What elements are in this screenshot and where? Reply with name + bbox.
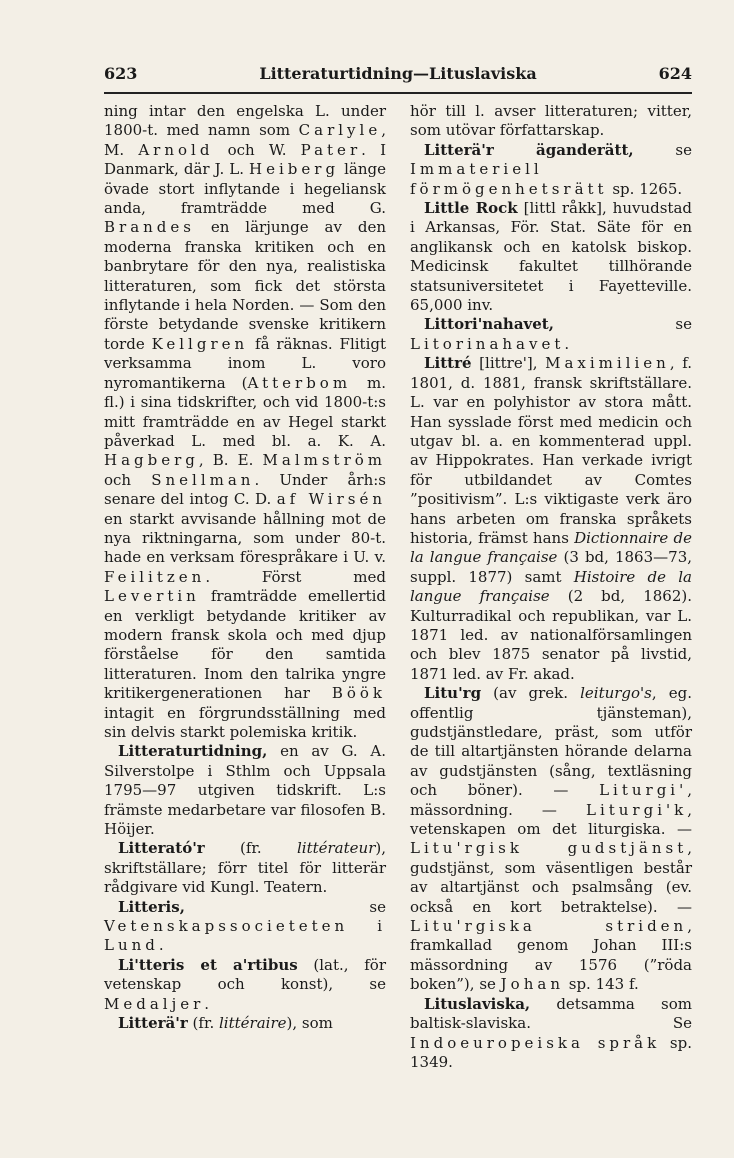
- entry-litterar-continuation: hör till l. avser litteraturen; vitter, som utövar författarskap.: [410, 102, 692, 140]
- entry-litteris-et-artibus: Li'tteris et a'rtibus (lat., för vetenskap och konst), se Medaljer.: [104, 955, 386, 1013]
- page-title: Litteraturtidning—Lituslaviska: [259, 64, 537, 83]
- page-number-right: 624: [658, 64, 692, 83]
- entry-continuation: ning intar den engelska L. under 1800-t. med namn som Carlyle, M. Arnold och W. Pater. I Danmark, där J. L. Heiberg länge övade stort inflytande i hegeliansk anda, framträdde med G. Brandes en lärjunge av den moderna franska kritiken och en banbrytare för den nya, realistiska litteraturen, som fick det största inflytande i hela Norden. — Som den förste betydande svenske kritikern torde Kellgren få räknas. Flitigt verksamma inom L. voro nyromantikerna (Atterbom m. fl.) i sina tidskrifter, och vid 1800-t:s mitt framträdde en av Hegel starkt påverkad L. med bl. a. K. A. Hagberg, B. E. Malmström och Snellman. Under årh:s senare del intog C. D. af Wirsén en starkt avvisande hållning mot de nya riktningarna, som under 80-t. hade en verksam förespråkare i U. v. Feilitzen. Först med Levertin framträdde emellertid en verkligt betydande kritiker av modern fransk skola och med djup förståelse för den samtida litteraturen. Inom den talrika yngre kritikergenerationen har Böök intagit en förgrundsställning med sin delvis starkt polemiska kritik.: [104, 102, 386, 741]
- entry-littorinahavet: Littori'nahavet, se Litorinahavet.: [410, 315, 692, 353]
- entry-litteraturtidning: Litteraturtidning, en av G. A. Silverstolpe i Sthlm och Uppsala 1795—97 utgiven tidskrift. L:s främste medarbetare var filosofen B. Höijer.: [104, 742, 386, 839]
- entry-litterar: Litterä'r (fr. littéraire), som: [118, 1014, 333, 1033]
- running-header: [104, 64, 692, 90]
- entry-litteris: Litteris, se Vetenskapssocieteten i Lund.: [104, 897, 386, 955]
- entry-litterar-aganderatt: Litterä'r äganderätt, se Immateriell förmögenhetsrätt sp. 1265.: [410, 140, 692, 198]
- left-column: [104, 102, 386, 1034]
- entry-littre: Littré [littre'], Maximilien, f. 1801, d. 1881, fransk skriftställare. L. var en polyhistor av stora mått. Han sysslade först med medicin och utgav bl. a. en kommenterad uppl. av Hippokrates. Han verkade ivrigt för utbildandet av Comtes ”positivism”. L:s viktigaste verk äro hans arbeten om franska språkets historia, främst hans Dictionnaire de la langue française (3 bd, 1863—73, suppl. 1877) samt Histoire de la langue française (2 bd, 1862). Kulturradikal och republikan, var L. 1871 led. av nationalförsamlingen och blev 1875 senator på livstid, 1871 led. av Fr. akad.: [410, 354, 693, 683]
- header-rule: [104, 92, 692, 94]
- right-column: [410, 102, 692, 1072]
- entry-litterator: Litterató'r (fr. littérateur), skriftställare; förr titel för litterär rådgivare vid Kungl. Teatern.: [104, 839, 386, 897]
- page-number-left: 623: [104, 64, 138, 83]
- entry-lituslaviska: Lituslaviska, detsamma som baltisk-slaviska. Se Indoeuropeiska språk sp. 1349.: [410, 994, 692, 1071]
- entry-liturg: Litu'rg (av grek. leiturgo's, eg. offentlig tjänsteman), gudstjänstledare, präst, som utför de till altartjänsten hörande delarna av gudstjänsten (sång, textläsning och böner). — Liturgi', mässordning. — Liturgi'k, vetenskapen om det liturgiska. — Litu'rgisk gudstjänst, gudstjänst, som väsentligen består av altartjänst och psalmsång (ev. också en kort betraktelse). — Litu'rgiska striden, framkallad genom Johan III:s mässordning av 1576 (”röda boken”), se Johan sp. 143 f.: [410, 684, 692, 994]
- entry-little-rock: Little Rock [littl råkk], huvudstad i Arkansas, För. Stat. Säte för en anglikansk och en katolsk biskop. Medicinsk fakultet tillhörande statsuniversitetet i Fayetteville. 65,000 inv.: [410, 199, 692, 315]
